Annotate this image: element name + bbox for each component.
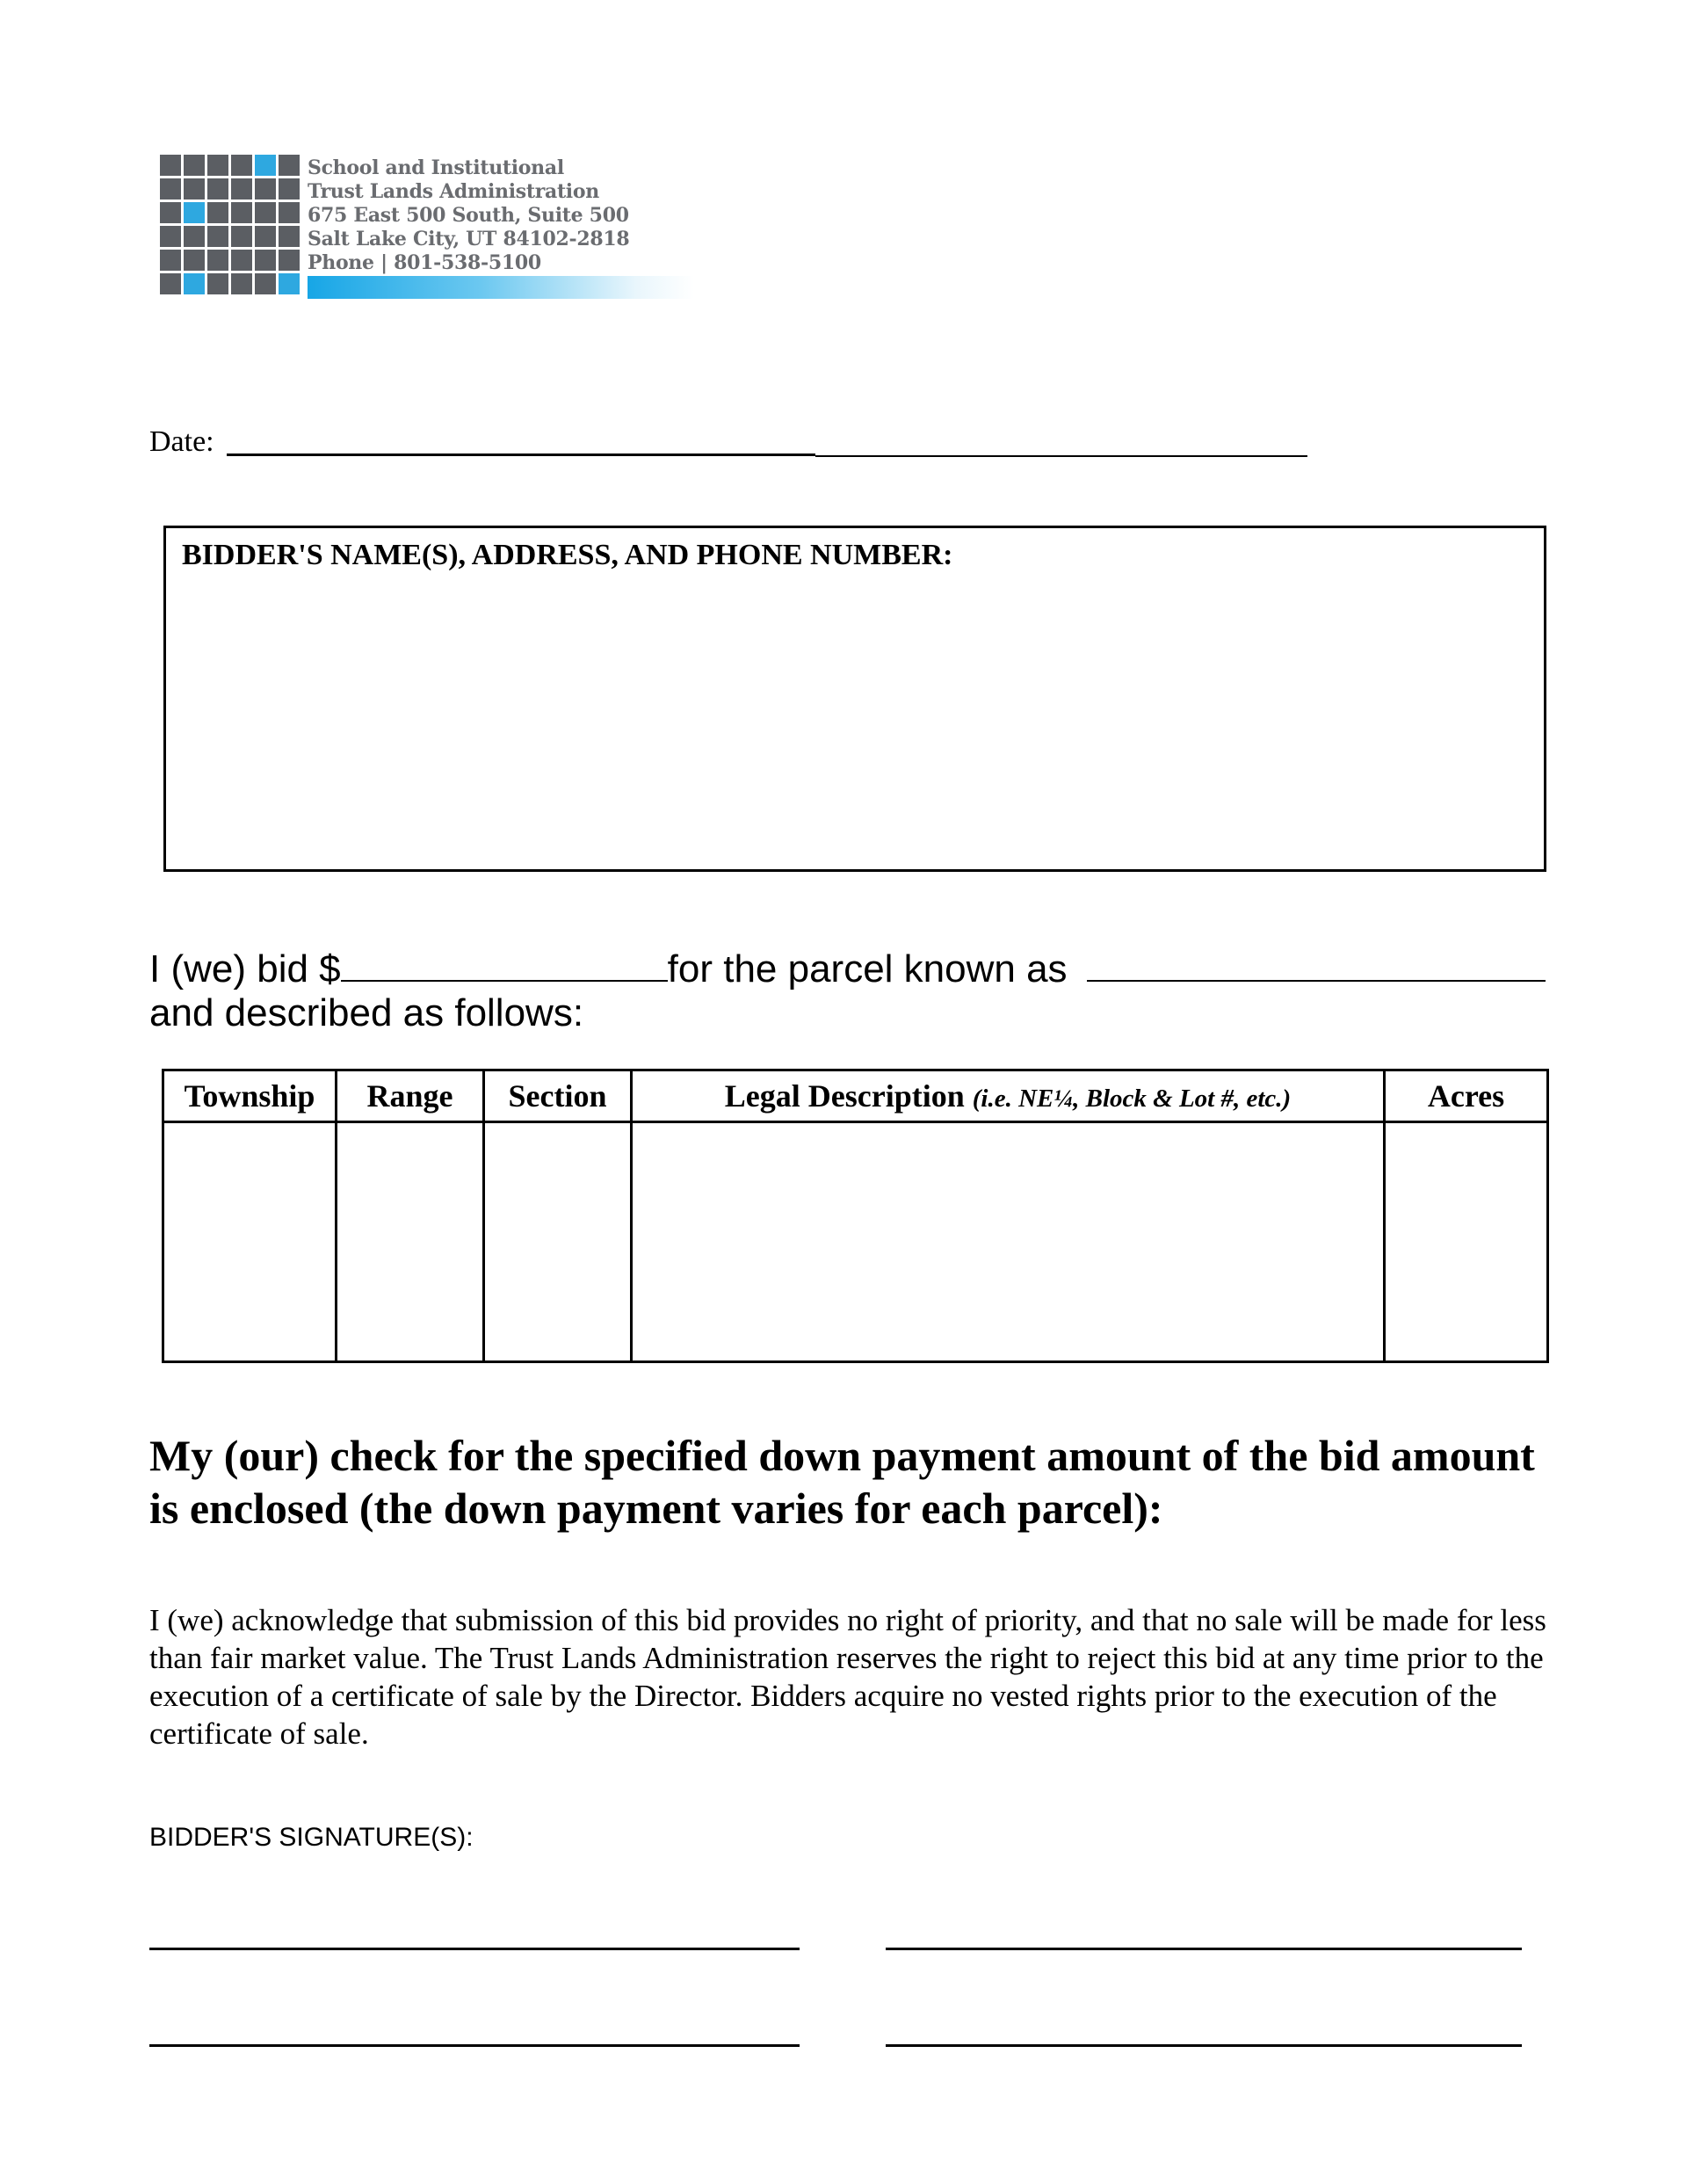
signature-label: BIDDER'S SIGNATURE(S): xyxy=(149,1823,474,1852)
header-section: Section xyxy=(484,1070,632,1122)
header-range: Range xyxy=(337,1070,484,1122)
date-field-line[interactable] xyxy=(227,453,815,456)
acknowledgment-text: I (we) acknowledge that submission of this bid provides no right of priority, and that no sale will be made for less than fair market value. The Trust Lands Administration reserves the right to reject this bid at any time prior to the execution of a certificate of sale by the Director. Bidders acquire no vested rights prior to the execution of the certificate of sale. xyxy=(149,1603,1546,1751)
bid-statement-line2: and described as follows: xyxy=(149,991,584,1034)
logo-line-city: Salt Lake City, UT 84102-2818 xyxy=(308,228,630,250)
signature-line[interactable] xyxy=(149,1948,800,1950)
parcel-table-header-row xyxy=(163,1070,1548,1122)
date-field-line-extension[interactable] xyxy=(815,455,1307,457)
bid-amount-field[interactable] xyxy=(341,945,668,982)
date-label: Date: xyxy=(149,425,214,458)
legal-description-cell[interactable] xyxy=(632,1122,1385,1362)
range-cell[interactable] xyxy=(337,1122,484,1362)
acres-cell[interactable] xyxy=(1385,1122,1548,1362)
header-legal-note: (i.e. NE¼, Block & Lot #, etc.) xyxy=(972,1085,1292,1113)
logo-line-agency: Trust Lands Administration xyxy=(308,180,599,203)
logo-square-grid xyxy=(160,155,300,294)
header-acres: Acres xyxy=(1385,1070,1548,1122)
signature-line[interactable] xyxy=(886,1948,1522,1950)
logo-address xyxy=(308,156,629,275)
logo-line-street: 675 East 500 South, Suite 500 xyxy=(308,204,629,227)
bid-statement xyxy=(149,945,1546,991)
parcel-table xyxy=(162,1069,1549,1363)
bidder-info-box[interactable] xyxy=(163,526,1546,872)
header-legal-label: Legal Description xyxy=(724,1078,973,1114)
agency-logo xyxy=(160,155,705,309)
bidder-info-label: BIDDER'S NAME(S), ADDRESS, AND PHONE NUMBER: xyxy=(182,539,953,571)
signature-line[interactable] xyxy=(149,2044,800,2047)
bid-middle: for the parcel known as xyxy=(667,947,1078,990)
table-row xyxy=(163,1122,1548,1362)
logo-gradient-bar xyxy=(308,276,694,299)
township-cell[interactable] xyxy=(163,1122,337,1362)
logo-line-phone: Phone | 801-538-5100 xyxy=(308,251,541,274)
signature-line[interactable] xyxy=(886,2044,1522,2047)
bid-prefix: I (we) bid $ xyxy=(149,947,341,990)
check-heading: My (our) check for the specified down payment amount of the bid amount is enclosed (the down payment varies for each parcel): xyxy=(149,1431,1535,1533)
logo-line-name: School and Institutional xyxy=(308,156,564,179)
header-legal-description xyxy=(632,1070,1385,1122)
section-cell[interactable] xyxy=(484,1122,632,1362)
header-township: Township xyxy=(163,1070,337,1122)
parcel-name-field[interactable] xyxy=(1087,945,1546,982)
